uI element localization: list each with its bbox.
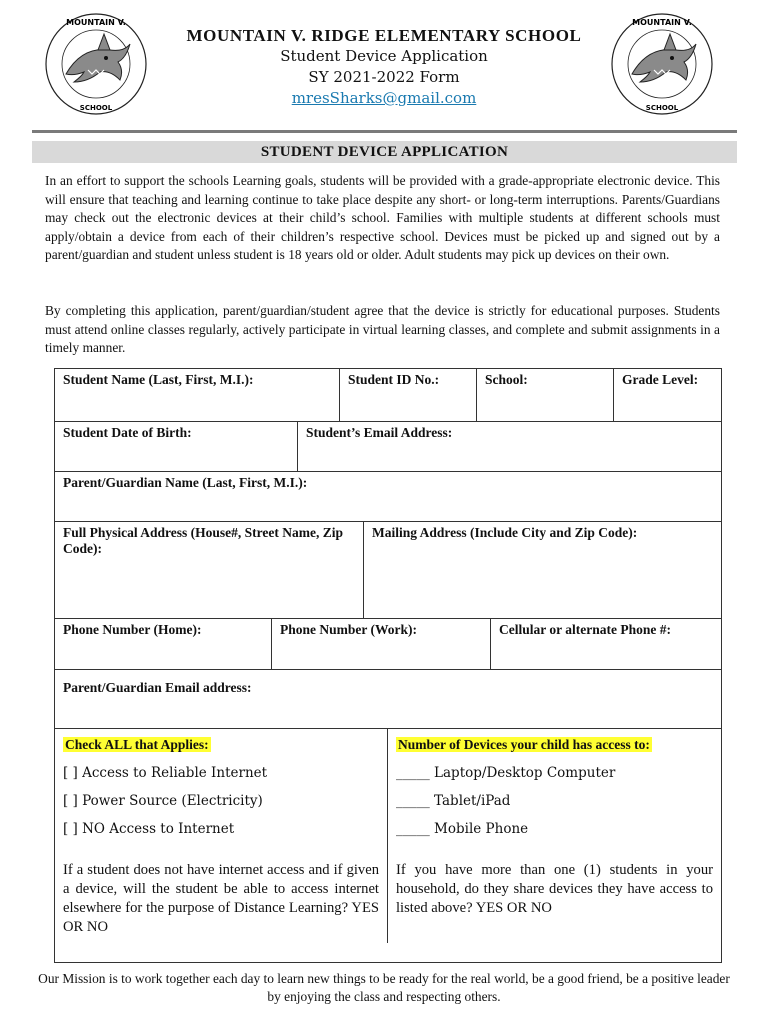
label-physical-address: Full Physical Address (House#, Street Name, Zip Code): — [63, 525, 344, 556]
intro-paragraph-2: By completing this application, parent/guardian/student agree that the device is strictly for educational purposes. Students must attend online classes regularly, actively participate in virtual learning classes, and complete and submit assignments in a timely manner. — [45, 303, 720, 356]
field-student-id[interactable] — [340, 369, 477, 421]
field-phone-cell[interactable] — [491, 619, 722, 669]
field-date-of-birth[interactable] — [55, 422, 298, 471]
device-count-mobile[interactable]: _____ Mobile Phone — [396, 821, 529, 837]
label-student-email: Student’s Email Address: — [306, 425, 453, 440]
label-grade-level: Grade Level: — [622, 372, 699, 387]
field-parent-email[interactable] — [55, 670, 722, 729]
label-phone-cell: Cellular or alternate Phone #: — [499, 622, 671, 637]
devices-section — [388, 729, 722, 943]
label-date-of-birth: Student Date of Birth: — [63, 425, 192, 440]
devices-section-heading: Number of Devices your child has access to: — [398, 737, 650, 752]
field-school[interactable] — [477, 369, 614, 421]
form-subtitle: Student Device Application — [280, 47, 488, 65]
field-physical-address[interactable] — [55, 522, 364, 618]
svg-text:SCHOOL: SCHOOL — [645, 104, 679, 112]
application-form-table — [54, 368, 722, 963]
check-section-heading: Check ALL that Applies: — [65, 737, 209, 752]
label-parent-name: Parent/Guardian Name (Last, First, M.I.): — [63, 475, 308, 490]
school-name: MOUNTAIN V. RIDGE ELEMENTARY SCHOOL — [186, 26, 582, 45]
field-parent-name[interactable] — [55, 472, 722, 522]
check-section — [55, 729, 388, 943]
field-student-email[interactable] — [298, 422, 722, 471]
school-email-link[interactable]: mresSharks@gmail.com — [291, 89, 477, 107]
label-mailing-address: Mailing Address (Include City and Zip Code): — [372, 525, 638, 540]
internet-access-question: If a student does not have internet access and if given a device, will the student be able to access internet elsewhere for the purpose of Distance Learning? YES OR NO — [63, 862, 379, 935]
field-grade-level[interactable] — [614, 369, 722, 421]
header-divider — [32, 130, 737, 133]
field-student-name[interactable] — [55, 369, 340, 421]
school-shark-logo-left — [44, 12, 148, 116]
field-phone-home[interactable] — [55, 619, 272, 669]
label-parent-email: Parent/Guardian Email address: — [63, 680, 252, 695]
field-mailing-address[interactable] — [364, 522, 722, 618]
checkbox-power-source[interactable]: [ ] Power Source (Electricity) — [63, 793, 263, 809]
section-banner: STUDENT DEVICE APPLICATION — [32, 141, 737, 163]
label-student-id: Student ID No.: — [348, 372, 440, 387]
device-count-tablet[interactable]: _____ Tablet/iPad — [396, 793, 511, 809]
svg-text:MOUNTAIN V.: MOUNTAIN V. — [632, 18, 692, 27]
mission-statement: Our Mission is to work together each day to learn new things to be ready for the real world, be a good friend, be a positive leader by enjoying the class and respecting others. — [38, 971, 730, 1004]
header-title-block — [160, 26, 608, 109]
checkbox-reliable-internet[interactable]: [ ] Access to Reliable Internet — [63, 765, 268, 781]
school-shark-logo-right — [610, 12, 714, 116]
svg-text:SCHOOL: SCHOOL — [79, 104, 113, 112]
device-count-laptop[interactable]: _____ Laptop/Desktop Computer — [396, 765, 616, 781]
svg-text:MOUNTAIN V.: MOUNTAIN V. — [66, 18, 126, 27]
label-phone-home: Phone Number (Home): — [63, 622, 202, 637]
label-phone-work: Phone Number (Work): — [280, 622, 417, 637]
label-student-name: Student Name (Last, First, M.I.): — [63, 372, 254, 387]
intro-paragraph-1: In an effort to support the schools Learning goals, students will be provided with a grade-appropriate electronic device. This will ensure that teaching and learning continue to take place despite any short- or long-term interruptions. Parents/Guardians may check out the electronic devices at their child’s school. Families with multiple students at different schools must apply/obtain a device from each of their children’s respective school. Devices must be picked up and signed out by a parent/guardian and student unless student is 18 years old or older. Adult students may pick up devices on their own. — [45, 173, 720, 263]
shared-devices-question: If you have more than one (1) students in your household, do they share devices they have access to listed above? YES OR NO — [396, 862, 713, 916]
document-header — [0, 0, 768, 130]
form-year: SY 2021-2022 Form — [308, 68, 460, 86]
checkbox-no-internet[interactable]: [ ] NO Access to Internet — [63, 821, 235, 837]
label-school: School: — [485, 372, 528, 387]
field-phone-work[interactable] — [272, 619, 491, 669]
